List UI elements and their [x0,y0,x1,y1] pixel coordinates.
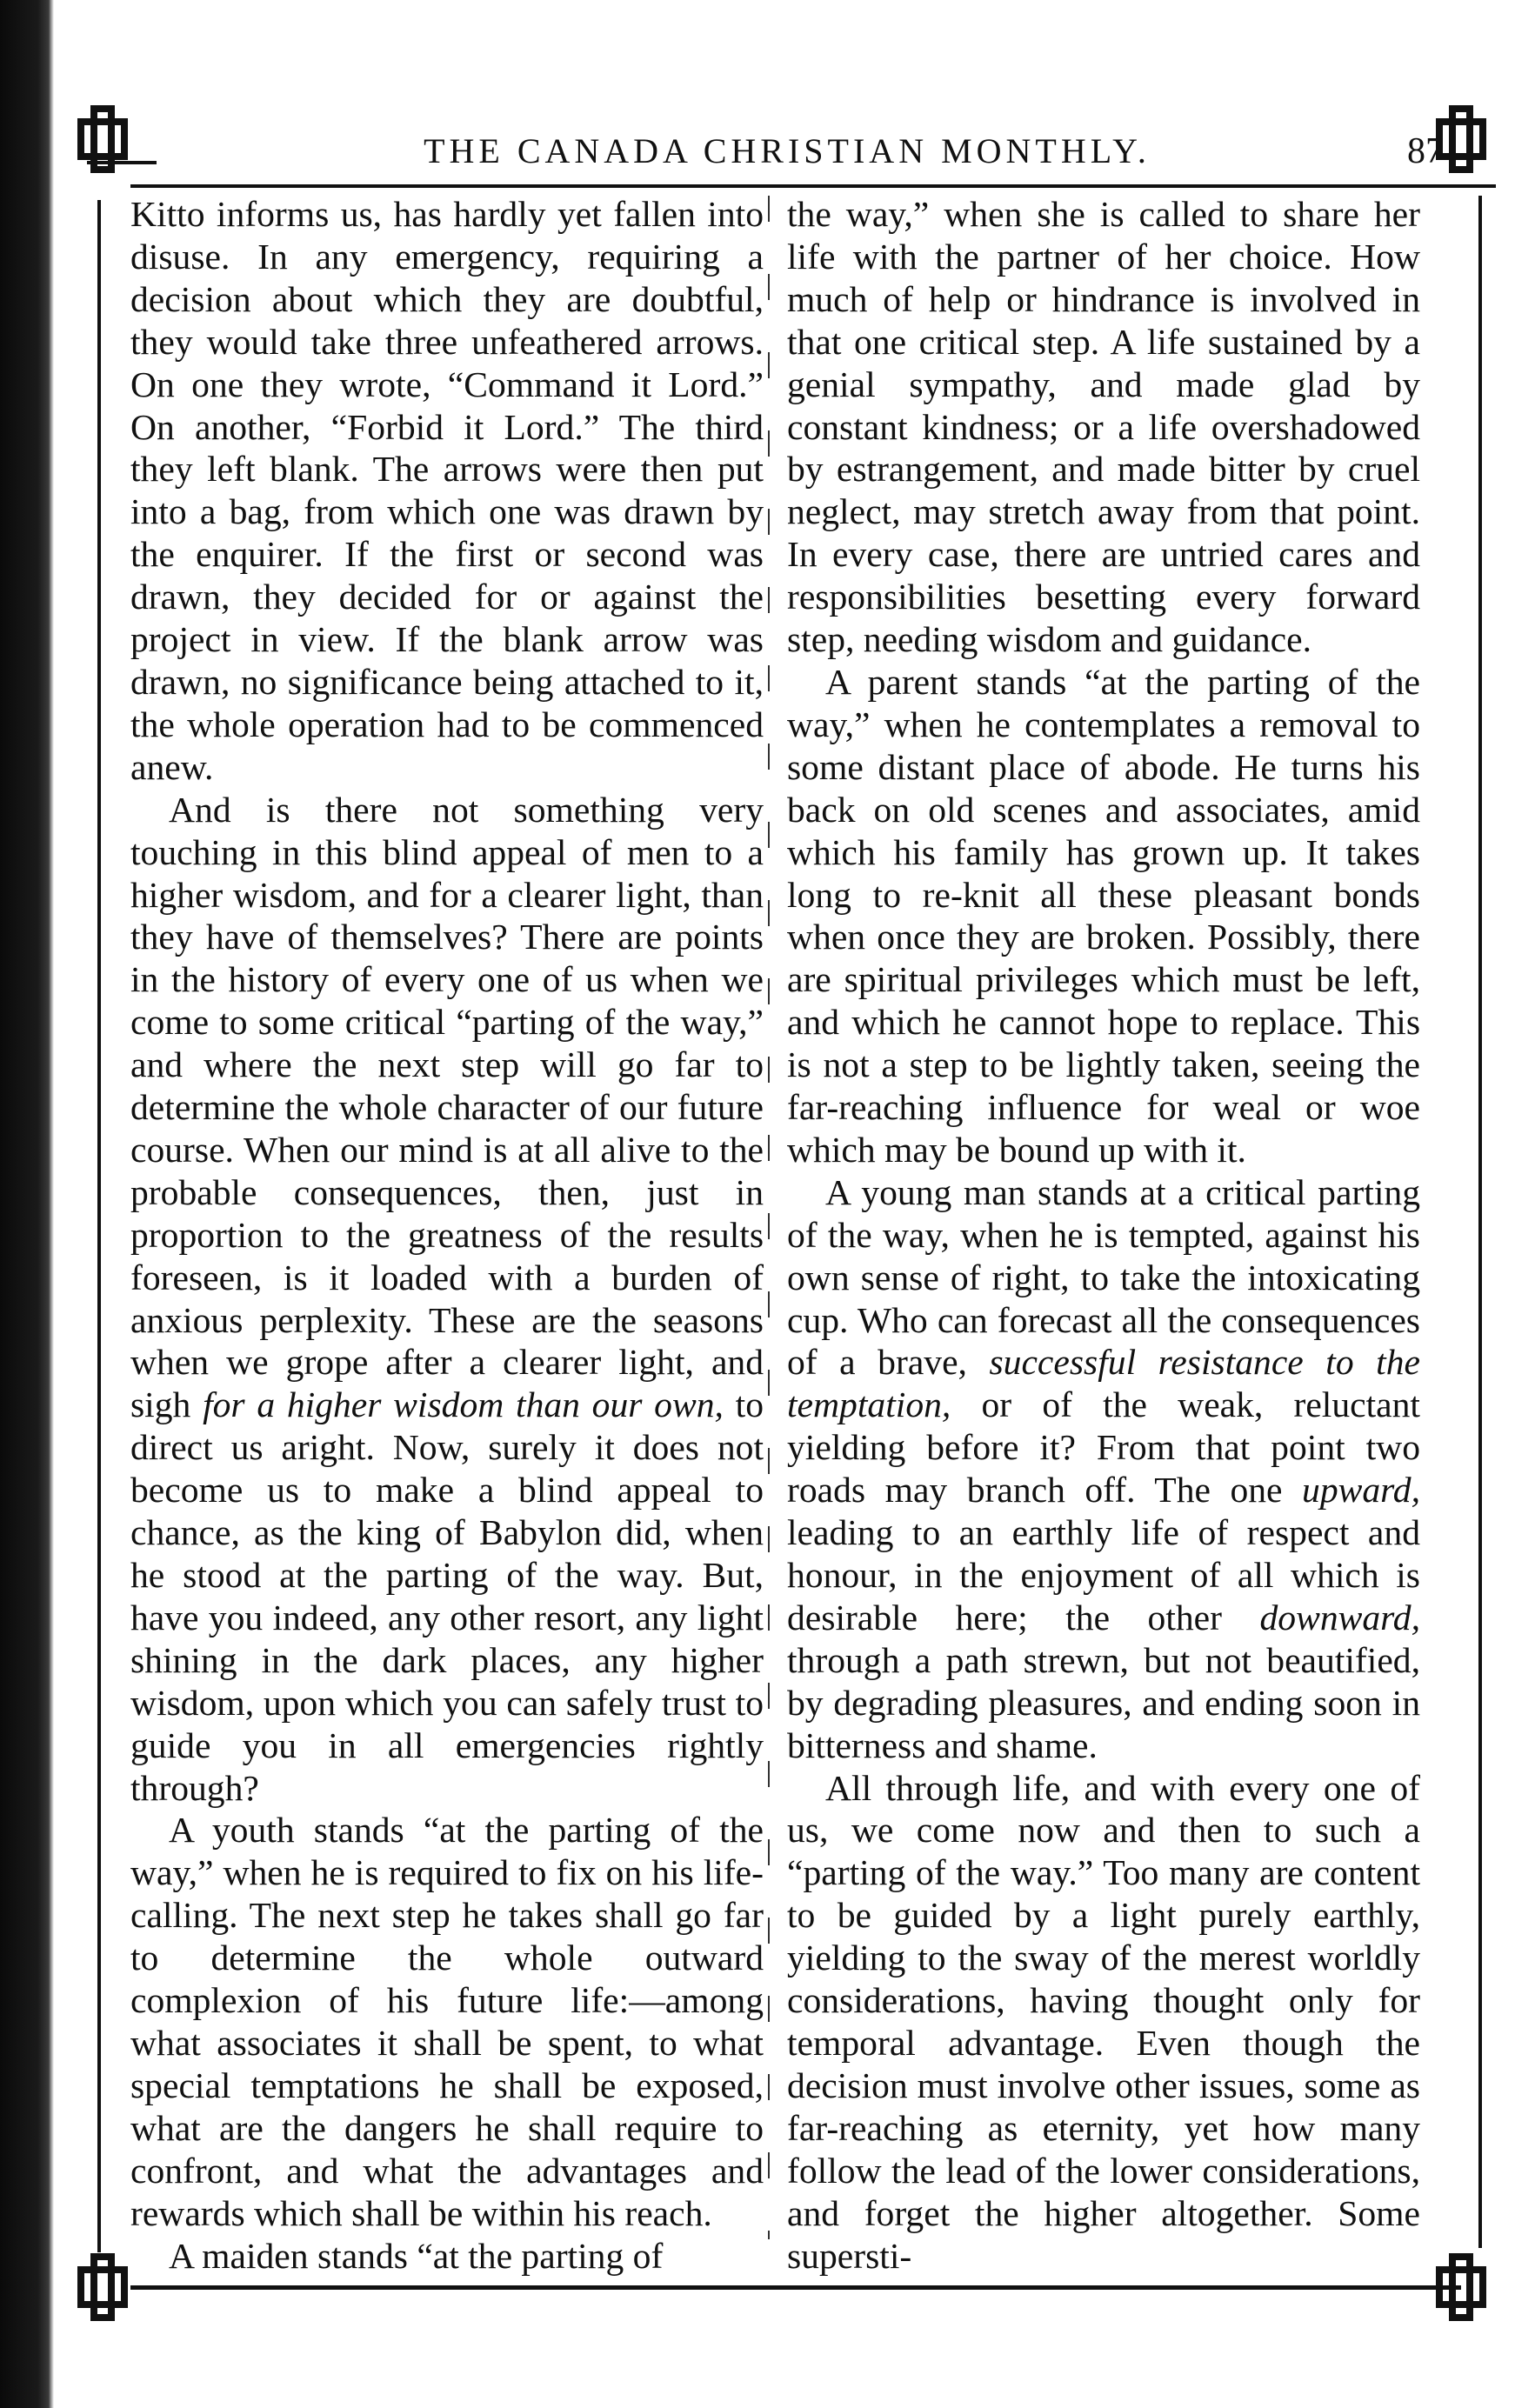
running-header [96,130,1478,183]
journal-title: THE CANADA CHRISTIAN MONTHLY. [424,131,1151,170]
book-binding-edge [0,0,54,2408]
italic-phrase: successful resistance to the temptation, [787,1342,1421,1425]
paragraph: Kitto informs us, has hardly yet fallen into disuse. In any emergency, requiring a decision about which they are doubtful, they would take three unfeathered arrows. On one they wrote, “Command it Lord.” On another, “Forbid it Lord.” The third they left blank. The arrows were then put into a bag, from which one was drawn by the enquirer. If the first or second was drawn, they decided for or against the project in view. If the blank arrow was drawn, no significance being attached to it, the whole operation had to be commenced anew. [130,194,764,787]
page-number: 87 [1407,131,1444,171]
corner-ornament-bottom-right [1426,2252,1496,2322]
italic-word: upward, [1302,1470,1420,1511]
paragraph: A youth stands “at the parting of the way,” when he is required to fix on his life-calling. The next step he takes shall go far to determine the whole outward complexion of his future life:—among what associates it shall be spent, to what special temptations he shall be exposed, what are the dangers he shall require to confront, and what the advantages and rewards which shall be within his reach. [130,1810,764,2233]
right-column [787,193,1421,2276]
paragraph: A parent stands “at the parting of the way,” when he contemplates a removal to some distant place of abode. He turns his back on old scenes and associates, amid which his family has grown up. It takes long to re-knit all these pleasant bonds when once they are broken. Possibly, there are spiritual privileges which must be left, and which he cannot hope to replace. This is not a step to be lightly taken, seeing the far-reaching influence for weal or woe which may be bound up with it. [787,661,1420,1170]
italic-word: downward, [1259,1597,1420,1638]
paragraph: A maiden stands “at the parting of [169,2235,664,2276]
corner-ornament-bottom-left [68,2252,137,2322]
paragraph: And is there not something very touching in this blind appeal of men to a higher wisdom, and for a clearer light, than they have of themselves? There are points in the history of every one of us when we come to some critical “parting of the way,” and where the next step will go far to determine the whole character of our future course. When our mind is at all alive to the probable consequences, then, just in proportion to the greatness of the results foreseen, is it loaded with a burden of anxious perplexity. These are the seasons when we grope after a clearer light, and sigh for a higher wisdom than our own, to direct us aright. Now, surely it does not become us to make a blind appeal to chance, as the king of Babylon did, when he stood at the parting of the way. But, have you indeed, any other resort, any light shining in the dark places, any higher wisdom, upon which you can safely trust to guide you in all emergencies rightly through? [130,789,764,1808]
bottom-rule [130,2285,1461,2290]
paragraph: A young man stands at a critical parting of the way, when he is tempted, against his own sense of right, to take the intoxicating cup. Who can forecast all the consequences of a brave, successful resistance to the temptation, or of the weak, reluctant yielding before it? From that point two roads may branch off. The one upward, leading to an earthly life of respect and honour, in the enjoyment of all which is desirable here; the other downward, through a path strewn, but not beautified, by degrading pleasures, and ending soon in bitterness and shame. [787,1171,1421,1765]
left-frame-line [97,200,101,2252]
italic-phrase: for a higher wisdom than our own, [203,1384,724,1425]
left-column [130,193,764,2276]
top-rule [130,184,1496,188]
paragraph: All through life, and with every one of us, we come now and then to such a “parting of the way.” Too many are content to be guided by a light purely earthly, yielding to the sway of the merest worldly considerations, having thought only for temporal advantage. Even though the decision must involve other issues, some as far-reaching as eternity, yet how many follow the lead of the lower considerations, and forget the higher altogether. Some supersti- [787,1767,1420,2276]
paragraph: the way,” when she is called to share her life with the partner of her choice. How much of help or hindrance is involved in that one critical step. A life sustained by a genial sympathy, and made glad by constant kindness; or a life overshadowed by estrangement, and made bitter by cruel neglect, may stretch away from that point. In every case, there are untried cares and responsibilities besetting every forward step, needing wisdom and guidance. [787,194,1420,660]
right-frame-line [1478,196,1482,2248]
column-divider [768,196,770,2239]
